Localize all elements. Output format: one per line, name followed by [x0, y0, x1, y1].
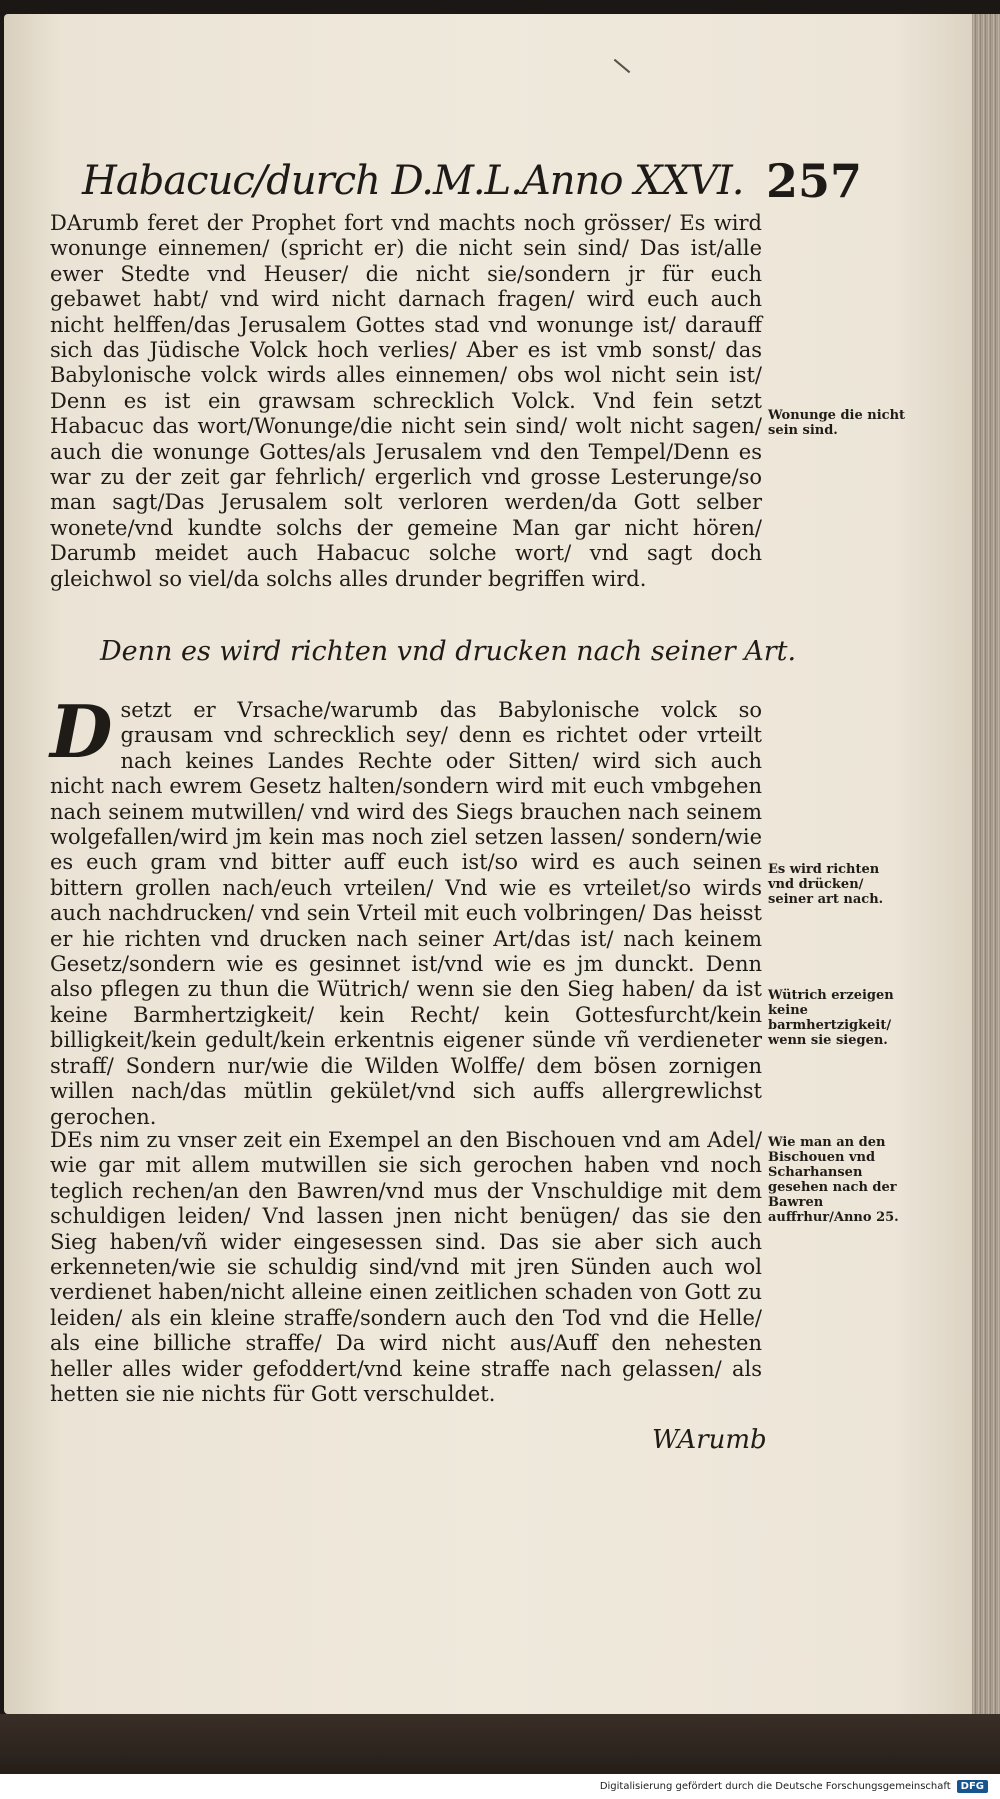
- margin-note-1: Wonunge die nicht sein sind.: [768, 408, 906, 438]
- margin-note-4: Wie man an den Bischouen vnd Scharhansen gesehen nach der Bawren auffrhur/Anno 25.: [768, 1135, 899, 1225]
- page-number: 257: [765, 154, 862, 208]
- margin-note-3: Wütrich erzeigen keine barmhertzigkeit/ wenn sie siegen.: [768, 988, 894, 1048]
- dfg-logo-icon: DFG: [957, 1780, 988, 1793]
- footer-credit: Digitalisierung gefördert durch die Deutsche Forschungsgemeinschaft: [599, 1781, 951, 1792]
- page-edge: [972, 14, 1000, 1714]
- paragraph-2: [50, 689, 762, 1130]
- paragraph-2-text: setzt er Vrsache/warumb das Babylonische volck so grausam vnd schrecklich sey/ denn es richtet oder vrteilt nach keines Landes Rechte oder Sitten/ wird sich auch nicht nach ewrem Gesetz halten/sondern wird mit euch vmbgehen nach seinem mutwillen/ vnd wird des Siegs brauchen nach seinem wolgefallen/wird jm kein mas noch ziel setzen lassen/ sondern/wie es euch gram vnd bitter auff euch ist/so wird es auch seinen bittern grollen nach/euch vrteilen/ Vnd wie es vrteilet/so wirds auch nachdrucken/ vnd sein Vrteil mit euch volbringen/ Das heisst er hie richten vnd drucken nach seiner Art/das ist/ nach keinem Gesetz/sondern wie es gesinnet ist/vnd wie es jm dunckt. Denn also pflegen zu thun die Wütrich/ wenn sie den Sieg haben/ da ist keine Barmhertzigkeit/ kein Recht/ kein Gottesfurcht/kein billigkeit/kein gedult/kein erkentnis eigener sünde vñ verdieneter straff/ Sondern nur/wie die Wilden Wolffe/ dem bösen zornigen willen nach/das mütlin gekület/vnd sich auffs allergrewlichst gerochen.: [50, 698, 762, 1129]
- running-title: Habacuc/durch D.M.L.Anno XXVI.: [82, 158, 744, 204]
- scan-background: [0, 1714, 1000, 1774]
- margin-note-2: Es wird richten vnd drücken/ seiner art nach.: [768, 862, 884, 907]
- paragraph-3: DEs nim zu vnser zeit ein Exempel an den Bischouen vnd am Adel/ wie gar mit allem mutwillen sie sich gerochen haben vnd noch teglich rechen/an den Bawren/vnd mus der Vnschuldige mit dem schuldigen leiden/ Vnd lassen jnen nicht benügen/ das sie den Sieg haben/vñ wider eingesessen sind. Das sie aber sich auch erkenneten/wie sie schuldig sind/vnd mit jren Sünden auch wol verdienet haben/nicht alleine einen zeitlichen schaden von Gott zu leiden/ als ein kleine straffe/sondern auch den Tod vnd die Helle/ als eine billiche straffe/ Da wird nicht aus/Auff den nehesten heller alles wider gefoddert/vnd keine straffe nach gelassen/ als hetten sie nie nichts für Gott verschuldet.: [50, 1128, 762, 1407]
- catchword: WArumb: [652, 1425, 767, 1455]
- page-header: [82, 154, 872, 208]
- footer-bar: [0, 1774, 1000, 1799]
- section-heading: Denn es wird richten vnd drucken nach seiner Art.: [100, 636, 797, 667]
- paragraph-1: DArumb feret der Prophet fort vnd machts noch grösser/ Es wird wonunge einnemen/ (spricht er) die nicht sein sind/ Das ist/alle ewer Stedte vnd Heuser/ die nicht sie/sondern jr für euch gebawet habt/ vnd wird nicht darnach fragen/ wird euch auch nicht helffen/das Jerusalem Gottes stad vnd wonunge ist/ darauff sich das Jüdische Volck hoch verlies/ Aber es ist vmb sonst/ das Babylonische volck wirds alles einnemen/ obs wol nicht sein ist/ Denn es ist ein grawsam schrecklich Volck. Vnd fein setzt Habacuc das wort/Wonunge/die nicht sein sind/ wolt nicht sagen/ auch die wonunge Gottes/als Jerusalem vnd den Tempel/Denn es war zu der zeit gar fehrlich/ ergerlich vnd grosse Lesterunge/so man sagt/Das Jerusalem solt verloren werden/da Gott selber wonete/vnd kundte solchs der gemeine Man gar nicht hören/ Darumb meidet auch Habacuc solche wort/ vnd sagt doch gleichwol so viel/da solchs alles drunder begriffen wird.: [50, 211, 762, 591]
- drop-capital: D: [50, 689, 113, 774]
